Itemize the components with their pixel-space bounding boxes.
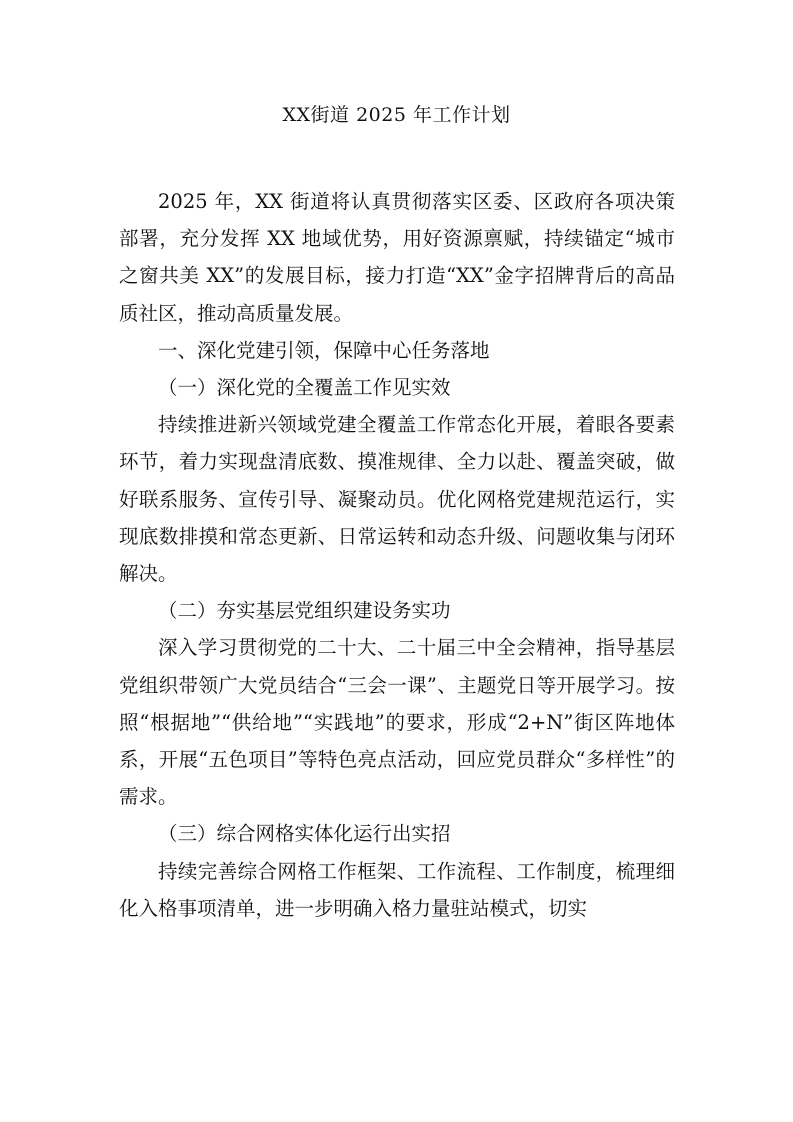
subsection-heading-3: （三）综合网格实体化运行出实招: [158, 822, 451, 846]
section-heading-1: 一、深化党建引领，保障中心任务落地: [158, 338, 490, 362]
document-body: [119, 183, 675, 927]
document-title: XX街道 2025 年工作计划: [282, 104, 511, 126]
subsection-heading-1: （一）深化党的全覆盖工作见实效: [158, 376, 451, 400]
intro-paragraph: 2025 年，XX 街道将认真贯彻落实区委、区政府各项决策部署，充分发挥 XX 地域优势，用好资源禀赋，持续锚定“城市之窗共美 XX”的发展目标，接力打造“XX”金字招牌背后的高品质社区，推动高质量发展。: [119, 190, 675, 325]
subsection-heading-2: （二）夯实基层党组织建设务实功: [158, 599, 451, 623]
body-paragraph-1: 持续推进新兴领域党建全覆盖工作常态化开展，着眼各要素环节，着力实现盘清底数、摸准规律、全力以赴、覆盖突破，做好联系服务、宣传引导、凝聚动员。优化网格党建规范运行，实现底数排摸和常态更新、日常运转和动态升级、问题收集与闭环解决。: [119, 413, 675, 586]
body-paragraph-3: 持续完善综合网格工作框架、工作流程、工作制度，梳理细化入格事项清单，进一步明确入格力量驻站模式，切实: [119, 859, 675, 920]
body-paragraph-2: 深入学习贯彻党的二十大、二十届三中全会精神，指导基层党组织带领广大党员结合“三会一课”、主题党日等开展学习。按照“根据地”“供给地”“实践地”的要求，形成“2+N”街区阵地体系，开展“五色项目”等特色亮点活动，回应党员群众“多样性”的需求。: [119, 636, 675, 809]
